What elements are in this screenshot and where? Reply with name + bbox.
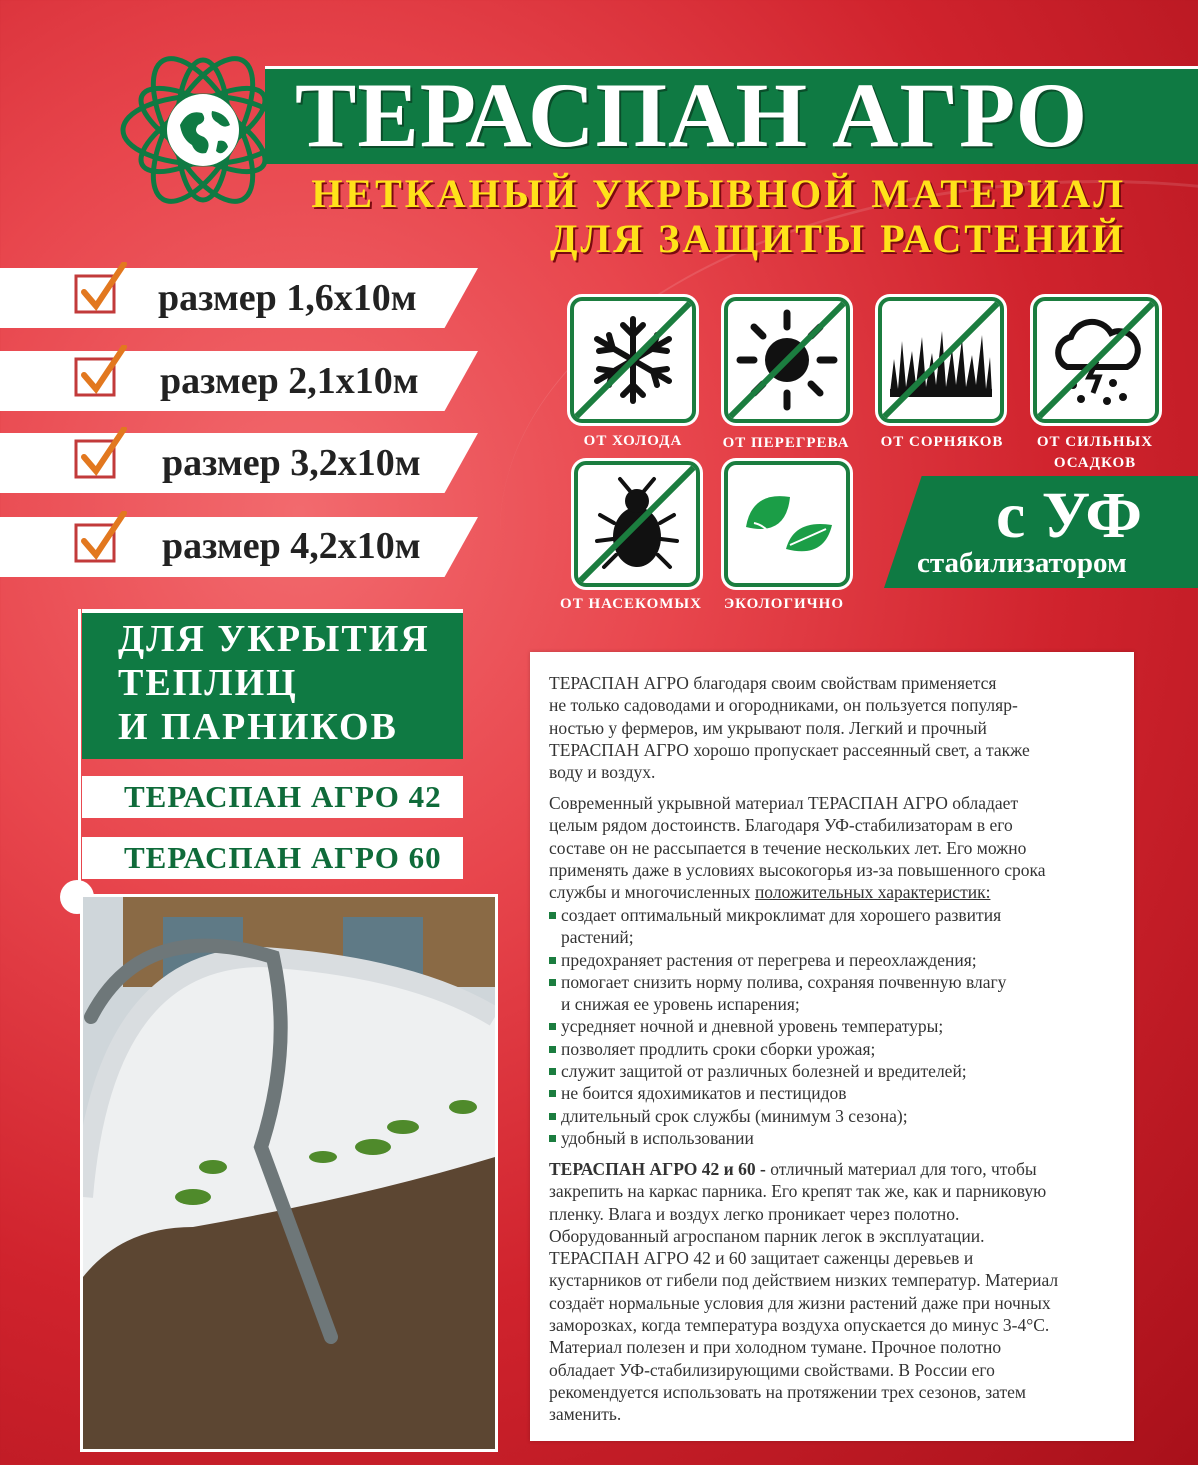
protection-tile-insects	[574, 461, 700, 587]
list-item	[549, 949, 1133, 971]
protection-label: ЭКОЛОГИЧНО	[724, 596, 844, 612]
text-line: позволяет продлить сроки сборки урожая;	[561, 1038, 876, 1059]
cover-line: ТЕПЛИЦ	[118, 662, 298, 704]
text-line: Оборудованный агроспаном парник легок в эксплуатации.	[549, 1225, 985, 1246]
beetle-icon	[578, 465, 696, 583]
text-line: ностью у фермеров, им укрывают поля. Легкий и прочный	[549, 717, 987, 738]
uv-title: с УФ	[996, 479, 1143, 552]
text-line: не боится ядохимикатов и пестицидов	[561, 1083, 847, 1104]
list-item	[549, 1127, 1133, 1149]
checkbox-check-icon	[72, 262, 128, 316]
snowflake-icon	[574, 301, 692, 419]
leaf-icon	[728, 465, 846, 583]
sun-icon	[728, 301, 846, 419]
protection-tile-precipitation	[1033, 297, 1159, 423]
description-paragraph-1	[549, 672, 1133, 783]
text-line: обладает УФ-стабилизирующими свойствами. В России его	[549, 1359, 995, 1380]
text-line: удобный в использовании	[561, 1127, 754, 1148]
text-line: служит защитой от различных болезней и вредителей;	[561, 1061, 967, 1082]
text-line: предохраняет растения от перегрева и переохлаждения;	[561, 949, 977, 970]
text-line: воду и воздух.	[549, 762, 656, 783]
description-paragraph-2	[549, 792, 1133, 903]
text-line: составе он не рассыпается в течение нескольких лет. Его можно	[549, 837, 1027, 858]
text-line: закрепить на каркас парника. Его крепят так же, как и парниковую	[549, 1181, 1047, 1202]
protection-label: ОТ СОРНЯКОВ	[880, 434, 1004, 450]
storm-cloud-icon	[1037, 301, 1155, 419]
protection-label: ОТ НАСЕКОМЫХ	[560, 596, 702, 612]
checkbox-check-icon	[72, 345, 128, 399]
benefits-list	[549, 904, 1133, 1149]
text-line: целым рядом достоинств. Благодаря УФ-стабилизаторам в его	[549, 815, 1013, 836]
text-line: ТЕРАСПАН АГРО благодаря своим свойствам применяется	[549, 673, 997, 693]
brand-title: ТЕРАСПАН АГРО	[295, 64, 1089, 166]
size-label: размер 2,1х10м	[160, 360, 419, 402]
size-label: размер 3,2х10м	[162, 442, 421, 484]
product-name: ТЕРАСПАН АГРО 42	[124, 779, 442, 814]
protection-tile-eco	[724, 461, 850, 587]
protection-label	[1024, 432, 1166, 474]
protection-label: ОТ ХОЛОДА	[583, 433, 683, 449]
underlined-heading: положительных характеристик:	[754, 882, 991, 903]
bold-lead: ТЕРАСПАН АГРО 42 и 60 -	[549, 1159, 771, 1179]
text-line: службы и многочисленных	[549, 882, 755, 903]
text-line: создаёт нормальные условия для жизни растений даже при ночных	[549, 1292, 1051, 1313]
text-line: заморозках, когда температура воздуха опускается до минус 3-4°С.	[549, 1315, 1050, 1336]
text-line: Материал полезен и при холодном тумане. Прочное полотно	[549, 1337, 1002, 1358]
description-paragraph-3	[549, 1158, 1133, 1426]
text-line: ТЕРАСПАН АГРО хорошо пропускает рассеянный свет, а также	[549, 739, 1030, 760]
text-line: пленку. Влага и воздух легко проникает через полотно.	[549, 1203, 960, 1224]
protection-tile-weeds	[878, 297, 1004, 423]
text-line: не только садоводами и огородниками, он пользуется популяр-	[549, 695, 1018, 716]
text-line: усредняет ночной и дневной уровень температуры;	[561, 1016, 944, 1037]
cover-line: И ПАРНИКОВ	[118, 706, 398, 748]
connector-line	[78, 609, 81, 899]
size-label: размер 4,2х10м	[162, 525, 421, 567]
text-line: заменить.	[549, 1404, 622, 1425]
protection-label-line: ОСАДКОВ	[1053, 455, 1137, 471]
text-line: помогает снизить норму полива, сохраняя почвенную влагу	[561, 971, 1007, 992]
text-line: применять даже в условиях высокогорья из-за повышенного срока	[549, 859, 1046, 880]
list-item	[549, 971, 1133, 1016]
list-item	[549, 904, 1133, 949]
text-line: рекомендуется использовать на протяжении трех сезонов, затем	[549, 1381, 1026, 1402]
list-item	[549, 1015, 1133, 1037]
product-name: ТЕРАСПАН АГРО 60	[124, 840, 442, 875]
list-item	[549, 1105, 1133, 1127]
text-line: длительный срок службы (минимум 3 сезона);	[561, 1105, 908, 1126]
subtitle-line-1: НЕТКАНЫЙ УКРЫВНОЙ МАТЕРИАЛ	[311, 171, 1126, 216]
text-line: кустарников от гибели под действием низких температур. Материал	[549, 1270, 1059, 1291]
checkbox-check-icon	[72, 427, 128, 481]
text-line: растений;	[561, 927, 634, 948]
list-item	[549, 1060, 1133, 1082]
subtitle-line-2: ДЛЯ ЗАЩИТЫ РАСТЕНИЙ	[549, 216, 1126, 261]
text-line: ТЕРАСПАН АГРО 42 и 60 защитает саженцы деревьев и	[549, 1248, 974, 1269]
text-line: отличный материал для того, чтобы	[770, 1159, 1037, 1179]
greenhouse-photo	[80, 894, 498, 1452]
protection-label-line: ОТ СИЛЬНЫХ	[1036, 434, 1154, 450]
protection-label: ОТ ПЕРЕГРЕВА	[722, 435, 850, 451]
text-line: Современный укрывной материал ТЕРАСПАН АГРО обладает	[549, 793, 1019, 813]
checkbox-check-icon	[72, 511, 128, 565]
text-line: и снижая ее уровень испарения;	[561, 994, 800, 1015]
list-item	[549, 1082, 1133, 1104]
weeds-icon	[882, 301, 1000, 419]
uv-subtitle: стабилизатором	[917, 547, 1127, 579]
text-line: создает оптимальный микроклимат для хорошего развития	[561, 905, 1002, 925]
list-item	[549, 1038, 1133, 1060]
size-label: размер 1,6х10м	[158, 277, 417, 319]
cover-line: ДЛЯ УКРЫТИЯ	[118, 618, 430, 660]
protection-tile-heat	[724, 297, 850, 423]
protection-tile-cold	[570, 297, 696, 423]
